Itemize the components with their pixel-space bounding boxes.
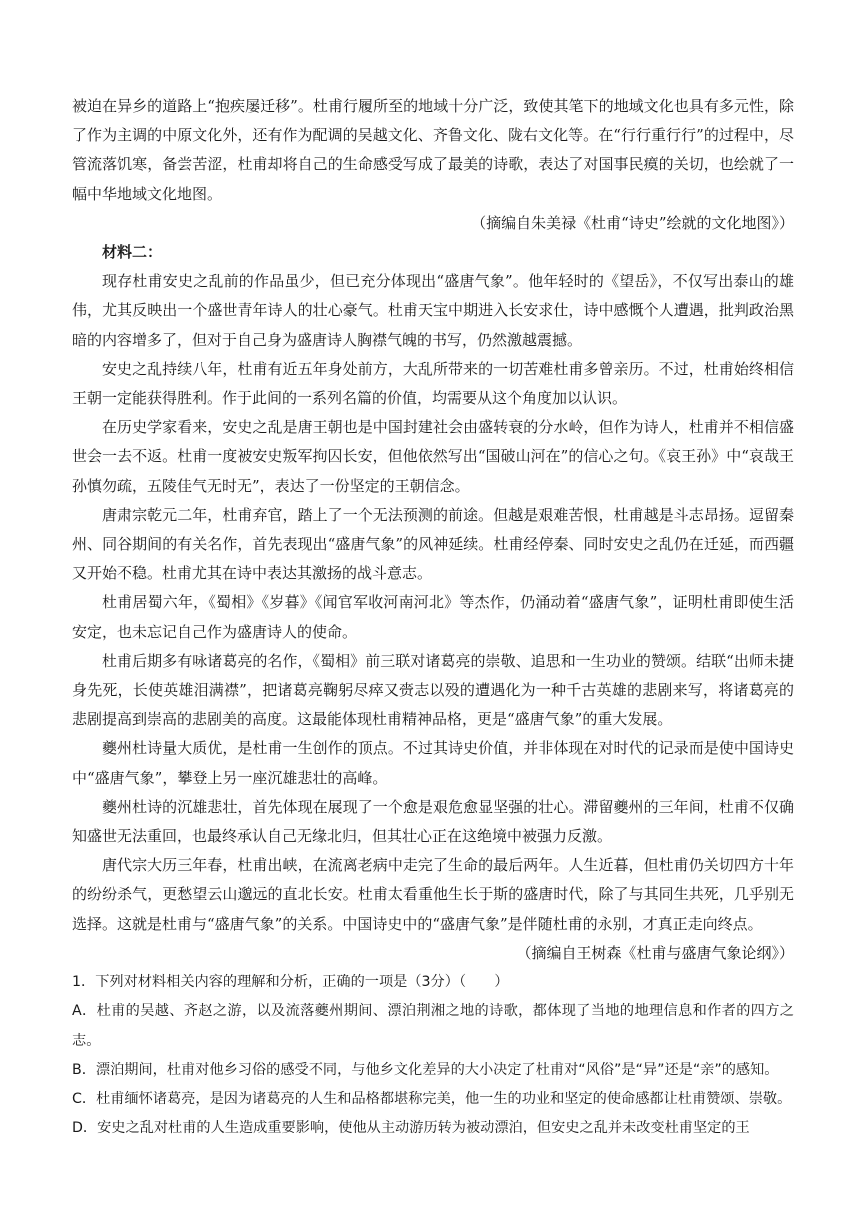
- material-2-paragraph: 在历史学家看来，安史之乱是唐王朝也是中国封建社会由盛转衰的分水岭，但作为诗人，杜甫并不相信盛世会一去不返。杜甫一度被安史叛军拘囚长安，但他依然写出“国破山河在”的信心之句。《哀王孙》中“哀哉王孙慎勿疏，五陵佳气无时无”，表达了一份坚定的王朝信念。: [72, 418, 794, 495]
- question-1-stem: 1．下列对材料相关内容的理解和分析，正确的一项是（3分）（ ）: [72, 974, 509, 991]
- material-2-paragraph: 安史之乱持续八年，杜甫有近五年身处前方，大乱所带来的一切苦难杜甫多曾亲历。不过，杜甫始终相信王朝一定能获得胜利。作于此间的一系列名篇的价值，均需要从这个角度加以认识。: [72, 359, 794, 408]
- material-2-heading: 材料二：: [102, 243, 163, 262]
- option-c: C．杜甫缅怀诸葛亮，是因为诸葛亮的人生和品格都堪称完美，他一生的功业和坚定的使命感都让杜甫赞颂、崇敬。: [72, 1090, 792, 1107]
- material-2-paragraph: 唐肃宗乾元二年，杜甫弃官，踏上了一个无法预测的前途。但越是艰难苦恨，杜甫越是斗志昂扬。逗留秦州、同谷期间的有关名作，首先表现出“盛唐气象”的风神延续。杜甫经停秦、同时安史之乱仍在迁延，而西疆又开始不稳。杜甫尤其在诗中表达其激扬的战斗意志。: [72, 505, 794, 583]
- option-a: A．杜甫的吴越、齐赵之游，以及流落夔州期间、漂泊荆湘之地的诗歌，都体现了当地的地理信息和作者的四方之志。: [72, 1003, 794, 1049]
- material-2-paragraph: 夔州杜诗量大质优，是杜甫一生创作的顶点。不过其诗史价值，并非体现在对时代的记录而是使中国诗史中“盛唐气象”，攀登上另一座沉雄悲壮的高峰。: [72, 739, 794, 787]
- option-d: D．安史之乱对杜甫的人生造成重要影响，使他从主动游历转为被动漂泊，但安史之乱并未改变杜甫坚定的王: [72, 1120, 750, 1137]
- material-2-paragraph: 杜甫后期多有咏诸葛亮的名作，《蜀相》前三联对诸葛亮的崇敬、追思和一生功业的赞颂。结联“出师未捷身先死，长使英雄泪满襟”，把诸葛亮鞠躬尽瘁又赍志以殁的遭遇化为一种千古英雄的悲剧来写，将诸葛亮的悲剧提高到崇高的悲剧美的高度。这最能体现杜甫精神品格，更是“盛唐气象”的重大发展。: [72, 651, 794, 729]
- option-b: B．漂泊期间，杜甫对他乡习俗的感受不同，与他乡文化差异的大小决定了杜甫对“风俗”是“异”还是“亲”的感知。: [72, 1061, 779, 1078]
- source-citation-1: （摘编自朱美禄《杜甫“诗史”绘就的文化地图》）: [471, 213, 794, 232]
- continued-paragraph: 被迫在异乡的道路上“抱疾屡迁移”。杜甫行履所至的地域十分广泛，致使其笔下的地域文化也具有多元性，除了作为主调的中原文化外，还有作为配调的吴越文化、齐鲁文化、陇右文化等。在“行行重行行”的过程中，尽管流落饥寒，备尝苦涩，杜甫却将自己的生命感受写成了最美的诗歌，表达了对国事民瘼的关切，也绘就了一幅中华地域文化地图。: [72, 97, 794, 203]
- material-2-paragraph: 杜甫居蜀六年，《蜀相》《岁暮》《闻官军收河南河北》等杰作，仍涌动着“盛唐气象”，证明杜甫即使生活安定，也未忘记自己作为盛唐诗人的使命。: [72, 593, 794, 641]
- material-2-paragraph: 现存杜甫安史之乱前的作品虽少，但已充分体现出“盛唐气象”。他年轻时的《望岳》，不仅写出泰山的雄伟，尤其反映出一个盛世青年诗人的壮心豪气。杜甫天宝中期进入长安求仕，诗中感慨个人遭遇，批判政治黑暗的内容增多了，但对于自己身为盛唐诗人胸襟气魄的书写，仍然激越震撼。: [72, 272, 794, 349]
- exam-page: [72, 92, 794, 1143]
- source-citation-2: （摘编自王树森《杜甫与盛唐气象论纲》）: [516, 943, 794, 962]
- material-2-paragraph: 夔州杜诗的沉雄悲壮，首先体现在展现了一个愈是艰危愈显坚强的壮心。滞留夔州的三年间，杜甫不仅确知盛世无法重回，也最终承认自己无缘北归，但其壮心正在这绝境中被强力反激。: [72, 797, 794, 846]
- material-2-paragraph: 唐代宗大历三年春，杜甫出峡，在流离老病中走完了生命的最后两年。人生近暮，但杜甫仍关切四方十年的纷纷杀气，更愁望云山邈远的直北长安。杜甫太看重他生长于斯的盛唐时代，除了与其同生共死，几乎别无选择。这就是杜甫与“盛唐气象”的关系。中国诗史中的“盛唐气象”是伴随杜甫的永别，才真正走向终点。: [72, 856, 794, 933]
